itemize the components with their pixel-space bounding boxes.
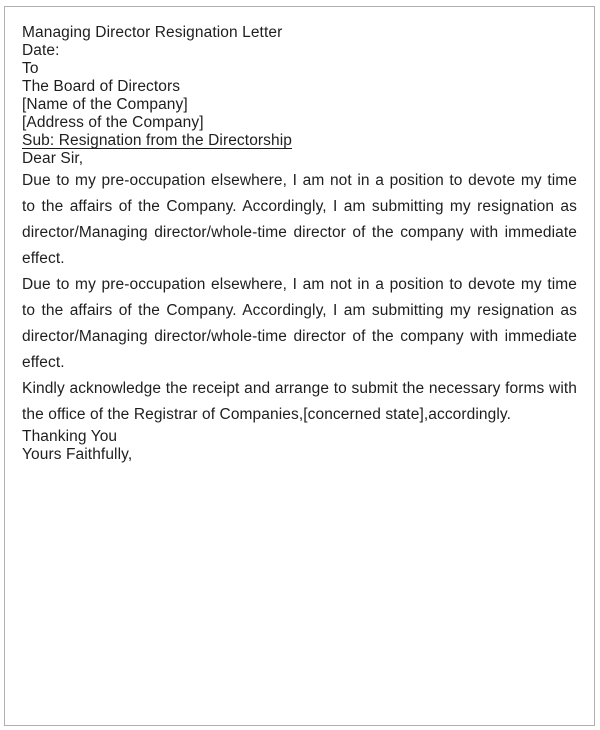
company-name-placeholder: [Name of the Company] <box>22 96 188 113</box>
company-address-placeholder: [Address of the Company] <box>22 114 204 131</box>
thanking-line: Thanking You <box>22 428 118 445</box>
salutation: Dear Sir, <box>22 150 84 167</box>
closing-line: Yours Faithfully, <box>22 446 133 463</box>
recipient-line: The Board of Directors <box>22 78 181 95</box>
letter-page <box>4 6 595 726</box>
date-label: Date: <box>22 42 60 59</box>
body-paragraph-3: Kindly acknowledge the receipt and arrange to submit the necessary forms with the office of the Registrar of Companies,[concerned state],accordingly. <box>22 380 577 423</box>
letter-title: Managing Director Resignation Letter <box>22 24 283 41</box>
body-paragraph-2: Due to my pre-occupation elsewhere, I am not in a position to devote my time to the affairs of the Company. Accordingly, I am submitting my resignation as director/Managing director/whole-time director of the company with immediate effect. <box>22 276 577 371</box>
subject-line: Sub: Resignation from the Directorship <box>22 132 293 149</box>
body-paragraph-1: Due to my pre-occupation elsewhere, I am not in a position to devote my time to the affairs of the Company. Accordingly, I am submitting my resignation as director/Managing director/whole-time director of the company with immediate effect. <box>22 172 577 267</box>
to-label: To <box>22 60 39 77</box>
